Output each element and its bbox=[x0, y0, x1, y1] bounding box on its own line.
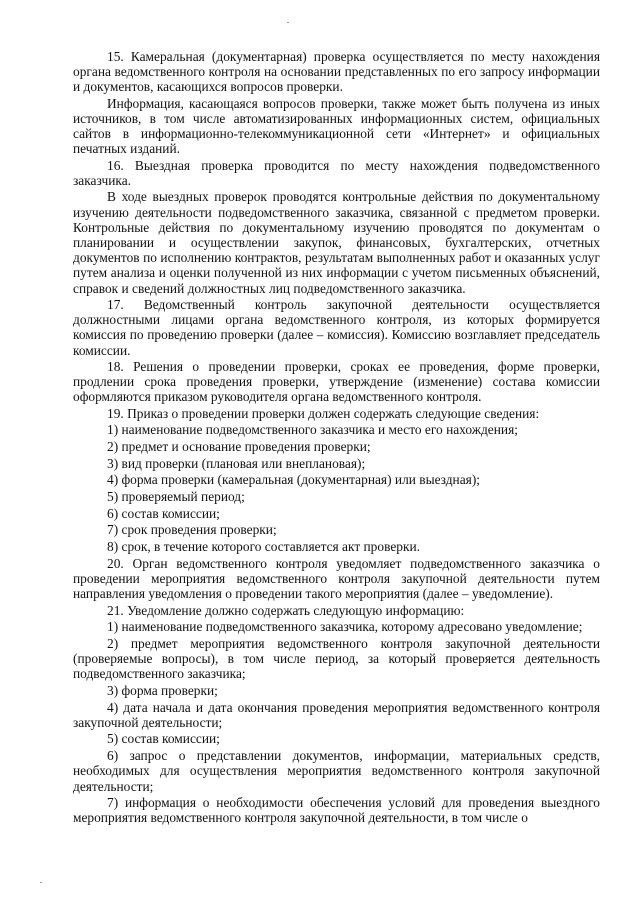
notice-list-item: 6) запрос о представлении документов, информации, материальных средств, необходимых для осуществления мероприятия ведомственного контроля закупочной деятельности; bbox=[73, 748, 600, 794]
paragraph-18: 18. Решения о проведении проверки, сроках ее проведения, форме проверки, продлении срока проведения проверки, утверждение (изменение) состава комиссии оформляются приказом руководителя органа ведомственного контроля. bbox=[73, 359, 600, 405]
order-list-item: 1) наименование подведомственного заказчика и место его нахождения; bbox=[107, 422, 518, 438]
order-list-item: 3) вид проверки (плановая или внеплановая); bbox=[107, 455, 366, 471]
order-list-item: 6) состав комиссии; bbox=[107, 505, 220, 521]
paragraph-19: 19. Приказ о проведении проверки должен содержать следующие сведения: bbox=[107, 405, 540, 421]
paragraph-15-information-sources: Информация, касающаяся вопросов проверки, также может быть получена из иных источников, в том числе автоматизированных информационных систем, официальных сайтов в информационно-телекоммуникационной сети «Интернет» и официальных печатных изданий. bbox=[73, 95, 600, 157]
paragraph-20: 20. Орган ведомственного контроля уведомляет подведомственного заказчика о проведении мероприятия ведомственного контроля закупочной деятельности путем направления уведомления о проведении такого мероприятия (далее – уведомление). bbox=[73, 555, 600, 602]
paragraph-21: 21. Уведомление должно содержать следующую информацию: bbox=[107, 602, 465, 618]
paragraph-16: 16. Выездная проверка проводится по месту нахождения подведомственного заказчика. bbox=[73, 157, 600, 188]
notice-list-item: 3) форма проверки; bbox=[107, 682, 218, 698]
notice-list-item: 7) информация о необходимости обеспечения условий для проведения выездного мероприятия ведомственного контроля закупочной деятельности, в том числе о bbox=[73, 795, 600, 826]
notice-list-item: 5) состав комиссии; bbox=[107, 731, 220, 747]
notice-list-item: 1) наименование подведомственного заказчика, которому адресовано уведомление; bbox=[107, 619, 583, 634]
document-body bbox=[73, 49, 600, 827]
notice-contents-list bbox=[73, 619, 600, 826]
scan-artifact bbox=[40, 882, 42, 883]
paragraph-17: 17. Ведомственный контроль закупочной деятельности осуществляется должностными лицами органа ведомственного контроля, из которых формируется комиссия по проведению проверки (далее – комиссия). Комиссию возглавляет председатель комиссии. bbox=[73, 297, 600, 358]
paragraph-16-field-inspection-actions: В ходе выездных проверок проводятся контрольные действия по документальному изучению деятельности подведомственного заказчика, связанной с предметом проверки. Контрольные действия по документальному изучению проводятся по документам о планировании и осуществлении закупок, финансовых, бухгалтерских, отчетных документов по исполнению контрактов, результатам выполненных работ и оказанных услуг путем анализа и оценки полученной из них информации с учетом письменных объяснений, справок и сведений должностных лиц подведомственного заказчика. bbox=[73, 189, 600, 296]
order-list-item: 7) срок проведения проверки; bbox=[107, 522, 277, 538]
order-list-item: 4) форма проверки (камеральная (документарная) или выездная); bbox=[107, 472, 480, 488]
order-list-item: 8) срок, в течение которого составляется акт проверки. bbox=[107, 539, 420, 555]
order-list-item: 2) предмет и основание проведения проверки; bbox=[107, 438, 371, 454]
scan-artifact bbox=[287, 22, 289, 23]
notice-list-item: 4) дата начала и дата окончания проведения мероприятия ведомственного контроля закупочной деятельности; bbox=[73, 699, 600, 730]
notice-list-item: 2) предмет мероприятия ведомственного контроля закупочной деятельности (проверяемые вопросы), в том числе период, за который проверяется деятельность подведомственного заказчика; bbox=[73, 635, 600, 682]
order-contents-list bbox=[73, 422, 600, 554]
paragraph-15: 15. Камеральная (документарная) проверка осуществляется по месту нахождения органа ведомственного контроля на основании представленных по его запросу информации и документов, касающихся вопросов проверки. bbox=[73, 49, 600, 95]
order-list-item: 5) проверяемый период; bbox=[107, 489, 245, 504]
